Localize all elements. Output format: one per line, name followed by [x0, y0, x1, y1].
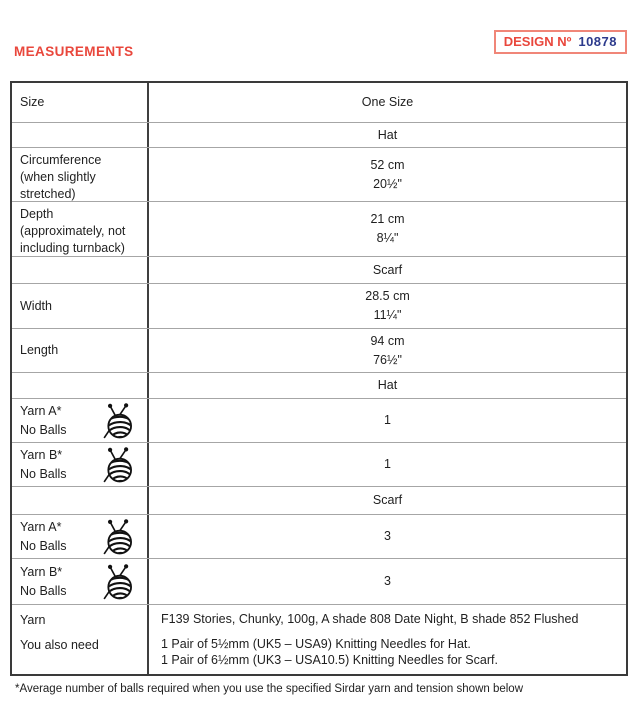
row-label — [12, 202, 149, 256]
table-row-circumference — [12, 148, 626, 202]
page-title: MEASUREMENTS — [14, 44, 134, 59]
section-label — [149, 123, 626, 147]
row-label-text: Yarn B* — [20, 447, 63, 462]
row-label — [12, 605, 149, 674]
table-row-yarn-b-hat — [12, 443, 626, 487]
yarn-ball-icon — [100, 563, 133, 601]
row-label — [12, 83, 149, 122]
row-label-text: No Balls — [20, 538, 67, 553]
row-label-empty — [12, 373, 149, 398]
row-label — [12, 515, 149, 558]
row-value-text: One Size — [361, 95, 414, 109]
section-label — [149, 487, 626, 514]
row-value — [149, 284, 626, 328]
row-label-text: Size — [20, 95, 45, 109]
section-label-text: Scarf — [372, 493, 403, 507]
row-label-empty — [12, 123, 149, 147]
table-row-length — [12, 329, 626, 373]
footnote: *Average number of balls required when you use the specified Sirdar yarn and tension shown below — [15, 683, 524, 695]
row-label-text: (when slightly — [20, 170, 96, 184]
table-row-size — [12, 83, 626, 123]
table-row-width — [12, 284, 626, 329]
table-row-yarn-a-scarf — [12, 515, 626, 559]
row-label-text: Length — [20, 343, 59, 357]
table-row-section-scarf — [12, 257, 626, 284]
row-value — [149, 83, 626, 122]
row-value — [149, 399, 626, 442]
row-label — [12, 148, 149, 201]
needles-scarf-text: 1 Pair of 6½mm (UK3 – USA10.5) Knitting Needles for Scarf. — [161, 652, 498, 667]
table-row-yarn-b-scarf — [12, 559, 626, 605]
row-value-cm: 28.5 cm — [365, 289, 410, 303]
row-value-cm: 21 cm — [370, 212, 405, 226]
section-label — [149, 373, 626, 398]
row-value — [149, 329, 626, 372]
row-value — [149, 202, 626, 256]
ball-count: 1 — [384, 457, 391, 471]
section-label-text: Scarf — [372, 262, 403, 277]
row-label-text: Yarn — [20, 613, 46, 627]
row-label — [12, 284, 149, 328]
yarn-ball-icon — [100, 446, 133, 484]
measurements-table — [10, 81, 628, 676]
row-label-text: Depth — [20, 207, 54, 221]
row-value-cm: 52 cm — [370, 157, 405, 172]
ball-count: 3 — [384, 574, 391, 588]
row-value — [149, 148, 626, 201]
row-label-text: No Balls — [20, 422, 67, 437]
table-row-yarn-a-hat — [12, 399, 626, 443]
row-value-inches: 11¼" — [373, 308, 402, 322]
yarn-spec-text: F139 Stories, Chunky, 100g, A shade 808 Date Night, B shade 852 Flushed — [161, 612, 579, 626]
row-value — [149, 559, 626, 604]
table-row-yarn-info — [12, 605, 626, 674]
row-label — [12, 329, 149, 372]
row-value-inches: 20½" — [373, 176, 402, 191]
row-value — [149, 605, 626, 674]
row-value-cm: 94 cm — [370, 333, 405, 348]
row-label — [12, 443, 149, 486]
section-label-text: Hat — [377, 127, 398, 142]
row-label-text: Width — [20, 298, 52, 313]
row-label-text: including turnback) — [20, 241, 125, 255]
row-value — [149, 515, 626, 558]
row-value-inches: 76½" — [373, 352, 402, 367]
row-value — [149, 443, 626, 486]
design-number-badge — [494, 30, 627, 54]
design-badge-label: DESIGN Nº — [503, 34, 572, 49]
ball-count: 3 — [384, 529, 391, 543]
row-label-text: Yarn A* — [20, 403, 62, 418]
row-label-text: (approximately, not — [20, 224, 126, 238]
table-row-section-scarf — [12, 487, 626, 515]
section-label — [149, 257, 626, 283]
needles-hat-text: 1 Pair of 5½mm (UK5 – USA9) Knitting Needles for Hat. — [161, 637, 471, 651]
design-badge-number: 10878 — [578, 34, 617, 49]
row-label-text: stretched) — [20, 187, 76, 201]
row-label-text: No Balls — [20, 583, 67, 598]
row-label-text: No Balls — [20, 466, 67, 481]
row-value-inches: 8¼" — [376, 231, 399, 245]
yarn-ball-icon — [100, 518, 133, 556]
row-label-empty — [12, 487, 149, 514]
row-label-empty — [12, 257, 149, 283]
row-label-text: You also need — [20, 638, 99, 652]
ball-count: 1 — [384, 413, 391, 427]
table-row-section-hat — [12, 373, 626, 399]
section-label-text: Hat — [377, 378, 398, 392]
table-row-depth — [12, 202, 626, 257]
row-label — [12, 399, 149, 442]
row-label — [12, 559, 149, 604]
row-label-text: Yarn B* — [20, 564, 63, 579]
yarn-ball-icon — [100, 402, 133, 440]
table-row-section-hat — [12, 123, 626, 148]
row-label-text: Circumference — [20, 153, 102, 167]
row-label-text: Yarn A* — [20, 519, 62, 534]
